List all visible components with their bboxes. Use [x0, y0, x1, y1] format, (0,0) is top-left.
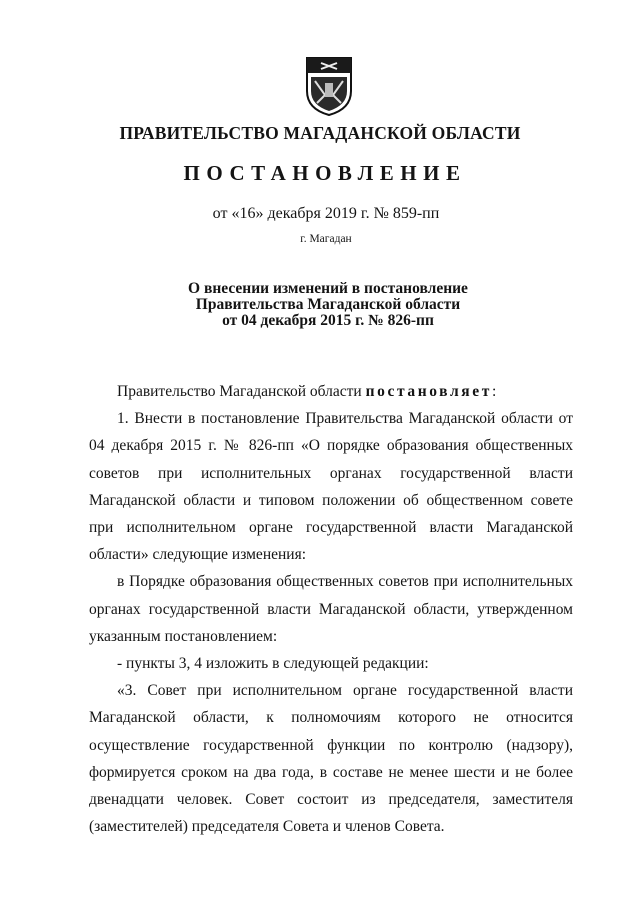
document-type: ПОСТАНОВЛЕНИЕ: [183, 161, 467, 185]
paragraph-points: - пункты 3, 4 изложить в следующей редакции:: [117, 655, 429, 673]
preamble-colon: :: [491, 383, 497, 400]
paragraph-item-1: 1. Внести в постановление Правительства Магаданской области от 04 декабря 2015 г. № 826-пп «О порядке образования общественных советов при исполнительных органах государственной власти Магаданской области и типовом положении об общественном совете при исполнительном органе государственной власти Магаданской области» следующие изменения:: [89, 410, 573, 564]
organization-title: ПРАВИТЕЛЬСТВО МАГАДАНСКОЙ ОБЛАСТИ: [119, 123, 521, 143]
paragraph-procedure: в Порядке образования общественных советов при исполнительных органах государственной власти Магаданской области, утвержденном указанным постановлением:: [89, 573, 573, 645]
subject-line: от 04 декабря 2015 г. № 826-пп: [222, 312, 434, 329]
preamble-paragraph: [89, 378, 573, 405]
subject-line: О внесении изменений в постановление: [188, 280, 468, 297]
document-city: г. Магадан: [300, 233, 352, 245]
magadan-coat-of-arms-icon: [303, 55, 355, 117]
document-body: [89, 378, 573, 840]
preamble-text: Правительство Магаданской области: [117, 383, 366, 400]
document-subject: [0, 281, 640, 329]
resolves-word: постановляет: [365, 383, 492, 400]
document-date-number: от «16» декабря 2019 г. № 859-пп: [212, 205, 440, 222]
paragraph-point-3: «3. Совет при исполнительном органе государственной власти Магаданской области, к полномочиям которого не относится осуществление государственной функции по контролю (надзору), формируется сроком на два года, в составе не менее шести и не более двенадцати человек. Совет состоит из председателя, заместителя (заместителей) председателя Совета и членов Совета.: [89, 682, 573, 836]
subject-line: Правительства Магаданской области: [195, 296, 461, 313]
